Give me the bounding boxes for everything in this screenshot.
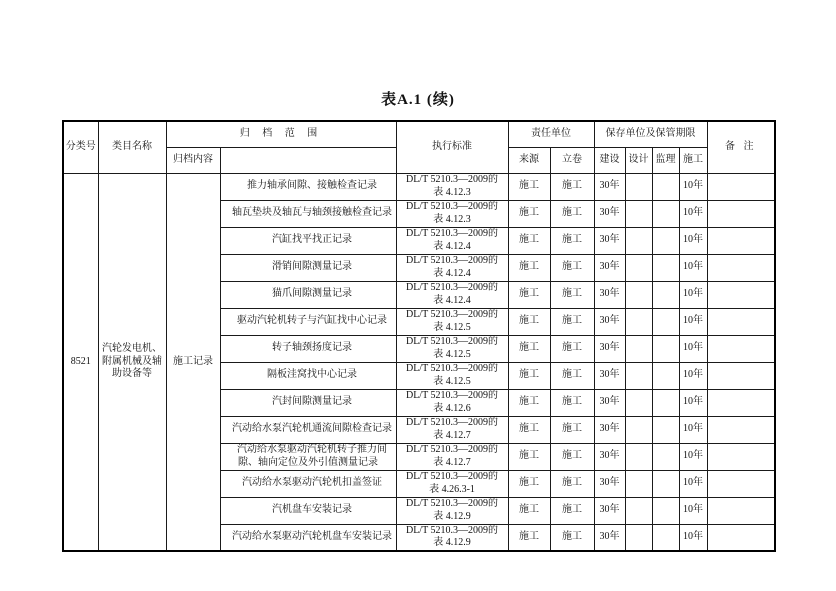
archive-item-cell: 滑销间隙测量记录	[220, 254, 396, 281]
source-cell: 施工	[508, 254, 550, 281]
build-keep-cell: 30年	[594, 254, 625, 281]
standard-line-2: 表 4.12.5	[433, 348, 471, 360]
header-remark: 备 注	[707, 121, 775, 173]
construct-keep-cell: 10年	[679, 335, 707, 362]
filing-cell: 施工	[550, 416, 594, 443]
supervise-keep-cell	[652, 497, 679, 524]
build-keep-cell: 30年	[594, 362, 625, 389]
source-cell: 施工	[508, 281, 550, 308]
supervise-keep-cell	[652, 200, 679, 227]
page-title: 表A.1 (续)	[381, 92, 455, 108]
standard-line-2: 表 4.12.4	[433, 240, 471, 252]
supervise-keep-cell	[652, 362, 679, 389]
remark-cell	[707, 173, 775, 200]
source-cell: 施工	[508, 335, 550, 362]
build-keep-cell: 30年	[594, 281, 625, 308]
archive-item-cell: 汽机盘车安装记录	[220, 497, 396, 524]
supervise-keep-cell	[652, 524, 679, 551]
construct-keep-cell: 10年	[679, 227, 707, 254]
standard-line-2: 表 4.12.7	[433, 429, 471, 441]
standard-cell	[396, 362, 508, 389]
remark-cell	[707, 254, 775, 281]
source-cell: 施工	[508, 470, 550, 497]
design-keep-cell	[625, 308, 652, 335]
archive-item-cell: 驱动汽轮机转子与汽缸找中心记录	[220, 308, 396, 335]
filing-cell: 施工	[550, 173, 594, 200]
supervise-keep-cell	[652, 389, 679, 416]
header-filing: 立卷	[550, 147, 594, 173]
source-cell: 施工	[508, 227, 550, 254]
standard-line-2: 表 4.26.3-1	[429, 483, 475, 495]
standard-line-2: 表 4.12.5	[433, 375, 471, 387]
build-keep-cell: 30年	[594, 470, 625, 497]
standard-line-1: DL/T 5210.3—2009的	[405, 255, 499, 266]
standard-line-1: DL/T 5210.3—2009的	[405, 417, 499, 428]
build-keep-cell: 30年	[594, 173, 625, 200]
header-archive-item-spacer	[220, 147, 396, 173]
filing-cell: 施工	[550, 335, 594, 362]
source-cell: 施工	[508, 416, 550, 443]
construct-keep-cell: 10年	[679, 281, 707, 308]
design-keep-cell	[625, 470, 652, 497]
standard-cell	[396, 227, 508, 254]
archive-item-cell: 汽动给水泵驱动汽轮机扣盖签证	[220, 470, 396, 497]
construct-keep-cell: 10年	[679, 254, 707, 281]
supervise-keep-cell	[652, 281, 679, 308]
filing-cell: 施工	[550, 281, 594, 308]
header-source: 来源	[508, 147, 550, 173]
header-supervise: 监理	[652, 147, 679, 173]
standard-line-1: DL/T 5210.3—2009的	[405, 228, 499, 239]
archive-item-cell: 转子轴颈扬度记录	[220, 335, 396, 362]
supervise-keep-cell	[652, 443, 679, 470]
remark-cell	[707, 470, 775, 497]
supervise-keep-cell	[652, 254, 679, 281]
standard-cell	[396, 416, 508, 443]
header-category-number: 分类号	[63, 121, 98, 173]
design-keep-cell	[625, 497, 652, 524]
build-keep-cell: 30年	[594, 497, 625, 524]
design-keep-cell	[625, 362, 652, 389]
build-keep-cell: 30年	[594, 416, 625, 443]
standard-line-1: DL/T 5210.3—2009的	[405, 201, 499, 212]
standard-line-2: 表 4.12.5	[433, 321, 471, 333]
standard-cell	[396, 335, 508, 362]
archive-item-cell: 隔板洼窝找中心记录	[220, 362, 396, 389]
source-cell: 施工	[508, 362, 550, 389]
header-responsible-unit: 责任单位	[508, 121, 594, 147]
supervise-keep-cell	[652, 308, 679, 335]
header-category-name: 类目名称	[98, 121, 166, 173]
header-standard: 执行标准	[396, 121, 508, 173]
remark-cell	[707, 524, 775, 551]
design-keep-cell	[625, 254, 652, 281]
standard-line-1: DL/T 5210.3—2009的	[405, 524, 499, 536]
standard-cell	[396, 173, 508, 200]
construct-keep-cell: 10年	[679, 200, 707, 227]
supervise-keep-cell	[652, 470, 679, 497]
design-keep-cell	[625, 443, 652, 470]
construct-keep-cell: 10年	[679, 362, 707, 389]
design-keep-cell	[625, 281, 652, 308]
construct-keep-cell: 10年	[679, 497, 707, 524]
construct-keep-cell: 10年	[679, 389, 707, 416]
design-keep-cell	[625, 173, 652, 200]
design-keep-cell	[625, 227, 652, 254]
build-keep-cell: 30年	[594, 524, 625, 551]
source-cell: 施工	[508, 308, 550, 335]
build-keep-cell: 30年	[594, 227, 625, 254]
standard-cell	[396, 443, 508, 470]
standard-line-1: DL/T 5210.3—2009的	[405, 174, 499, 185]
construct-keep-cell: 10年	[679, 470, 707, 497]
filing-cell: 施工	[550, 470, 594, 497]
source-cell: 施工	[508, 389, 550, 416]
archive-item-cell: 猫爪间隙测量记录	[220, 281, 396, 308]
category-number-cell: 8521	[63, 173, 98, 551]
standard-line-1: DL/T 5210.3—2009的	[405, 498, 499, 509]
supervise-keep-cell	[652, 416, 679, 443]
standard-line-2: 表 4.12.4	[433, 294, 471, 306]
source-cell: 施工	[508, 173, 550, 200]
standard-cell	[396, 470, 508, 497]
standard-cell	[396, 524, 508, 551]
header-archive-content: 归档内容	[166, 147, 220, 173]
archive-item-cell: 轴瓦垫块及轴瓦与轴颈接触检查记录	[220, 200, 396, 227]
build-keep-cell: 30年	[594, 308, 625, 335]
header-row-1	[63, 121, 775, 147]
header-archive-scope: 归 档 范 围	[166, 121, 396, 147]
standard-line-2: 表 4.12.7	[433, 456, 471, 468]
filing-cell: 施工	[550, 524, 594, 551]
header-design: 设计	[625, 147, 652, 173]
archive-content-cell: 施工记录	[166, 173, 220, 551]
standard-line-2: 表 4.12.3	[433, 186, 471, 198]
build-keep-cell: 30年	[594, 389, 625, 416]
remark-cell	[707, 443, 775, 470]
remark-cell	[707, 416, 775, 443]
header-construct: 施工	[679, 147, 707, 173]
filing-cell: 施工	[550, 227, 594, 254]
filing-cell: 施工	[550, 308, 594, 335]
supervise-keep-cell	[652, 173, 679, 200]
source-cell: 施工	[508, 524, 550, 551]
standard-line-1: DL/T 5210.3—2009的	[405, 390, 499, 401]
table-body	[63, 173, 775, 551]
archive-item-cell: 汽动给水泵驱动汽轮机盘车安装记录	[220, 524, 396, 551]
remark-cell	[707, 227, 775, 254]
standard-cell	[396, 497, 508, 524]
standard-line-2: 表 4.12.6	[433, 402, 471, 414]
remark-cell	[707, 308, 775, 335]
table-header	[63, 121, 775, 173]
table-row	[63, 173, 775, 200]
construct-keep-cell: 10年	[679, 443, 707, 470]
standard-line-1: DL/T 5210.3—2009的	[405, 444, 499, 455]
filing-cell: 施工	[550, 200, 594, 227]
category-name-cell: 汽轮发电机、附属机械及辅助设备等	[98, 173, 166, 551]
source-cell: 施工	[508, 443, 550, 470]
standard-line-2: 表 4.12.4	[433, 267, 471, 279]
standard-line-1: DL/T 5210.3—2009的	[405, 363, 499, 374]
standard-line-2: 表 4.12.3	[433, 213, 471, 225]
build-keep-cell: 30年	[594, 443, 625, 470]
standard-cell	[396, 254, 508, 281]
design-keep-cell	[625, 524, 652, 551]
standard-line-2: 表 4.12.9	[433, 537, 471, 549]
construct-keep-cell: 10年	[679, 416, 707, 443]
filing-cell: 施工	[550, 443, 594, 470]
standard-line-1: DL/T 5210.3—2009的	[405, 471, 499, 482]
construct-keep-cell: 10年	[679, 173, 707, 200]
standard-cell	[396, 389, 508, 416]
build-keep-cell: 30年	[594, 335, 625, 362]
remark-cell	[707, 281, 775, 308]
supervise-keep-cell	[652, 227, 679, 254]
standard-line-1: DL/T 5210.3—2009的	[405, 309, 499, 320]
archive-item-cell: 汽缸找平找正记录	[220, 227, 396, 254]
supervise-keep-cell	[652, 335, 679, 362]
build-keep-cell: 30年	[594, 200, 625, 227]
standard-cell	[396, 308, 508, 335]
standard-cell	[396, 281, 508, 308]
design-keep-cell	[625, 389, 652, 416]
standard-line-2: 表 4.12.9	[433, 510, 471, 522]
header-build: 建设	[594, 147, 625, 173]
remark-cell	[707, 335, 775, 362]
source-cell: 施工	[508, 497, 550, 524]
construct-keep-cell: 10年	[679, 308, 707, 335]
archive-item-cell: 汽动给水泵汽轮机通流间隙检查记录	[220, 416, 396, 443]
filing-cell: 施工	[550, 362, 594, 389]
construct-keep-cell: 10年	[679, 524, 707, 551]
archive-item-cell: 推力轴承间隙、接触检查记录	[220, 173, 396, 200]
filing-cell: 施工	[550, 254, 594, 281]
source-cell: 施工	[508, 200, 550, 227]
standard-line-1: DL/T 5210.3—2009的	[405, 282, 499, 293]
archive-item-cell: 汽封间隙测量记录	[220, 389, 396, 416]
remark-cell	[707, 497, 775, 524]
standard-cell	[396, 200, 508, 227]
archive-item-cell: 汽动给水泵驱动汽轮机转子推力间隙、轴向定位及外引值测量记录	[220, 443, 396, 470]
remark-cell	[707, 200, 775, 227]
standard-line-1: DL/T 5210.3—2009的	[405, 336, 499, 347]
design-keep-cell	[625, 200, 652, 227]
archive-table	[62, 120, 776, 552]
header-storage-period: 保存单位及保管期限	[594, 121, 707, 147]
filing-cell: 施工	[550, 497, 594, 524]
filing-cell: 施工	[550, 389, 594, 416]
design-keep-cell	[625, 416, 652, 443]
remark-cell	[707, 389, 775, 416]
remark-cell	[707, 362, 775, 389]
design-keep-cell	[625, 335, 652, 362]
